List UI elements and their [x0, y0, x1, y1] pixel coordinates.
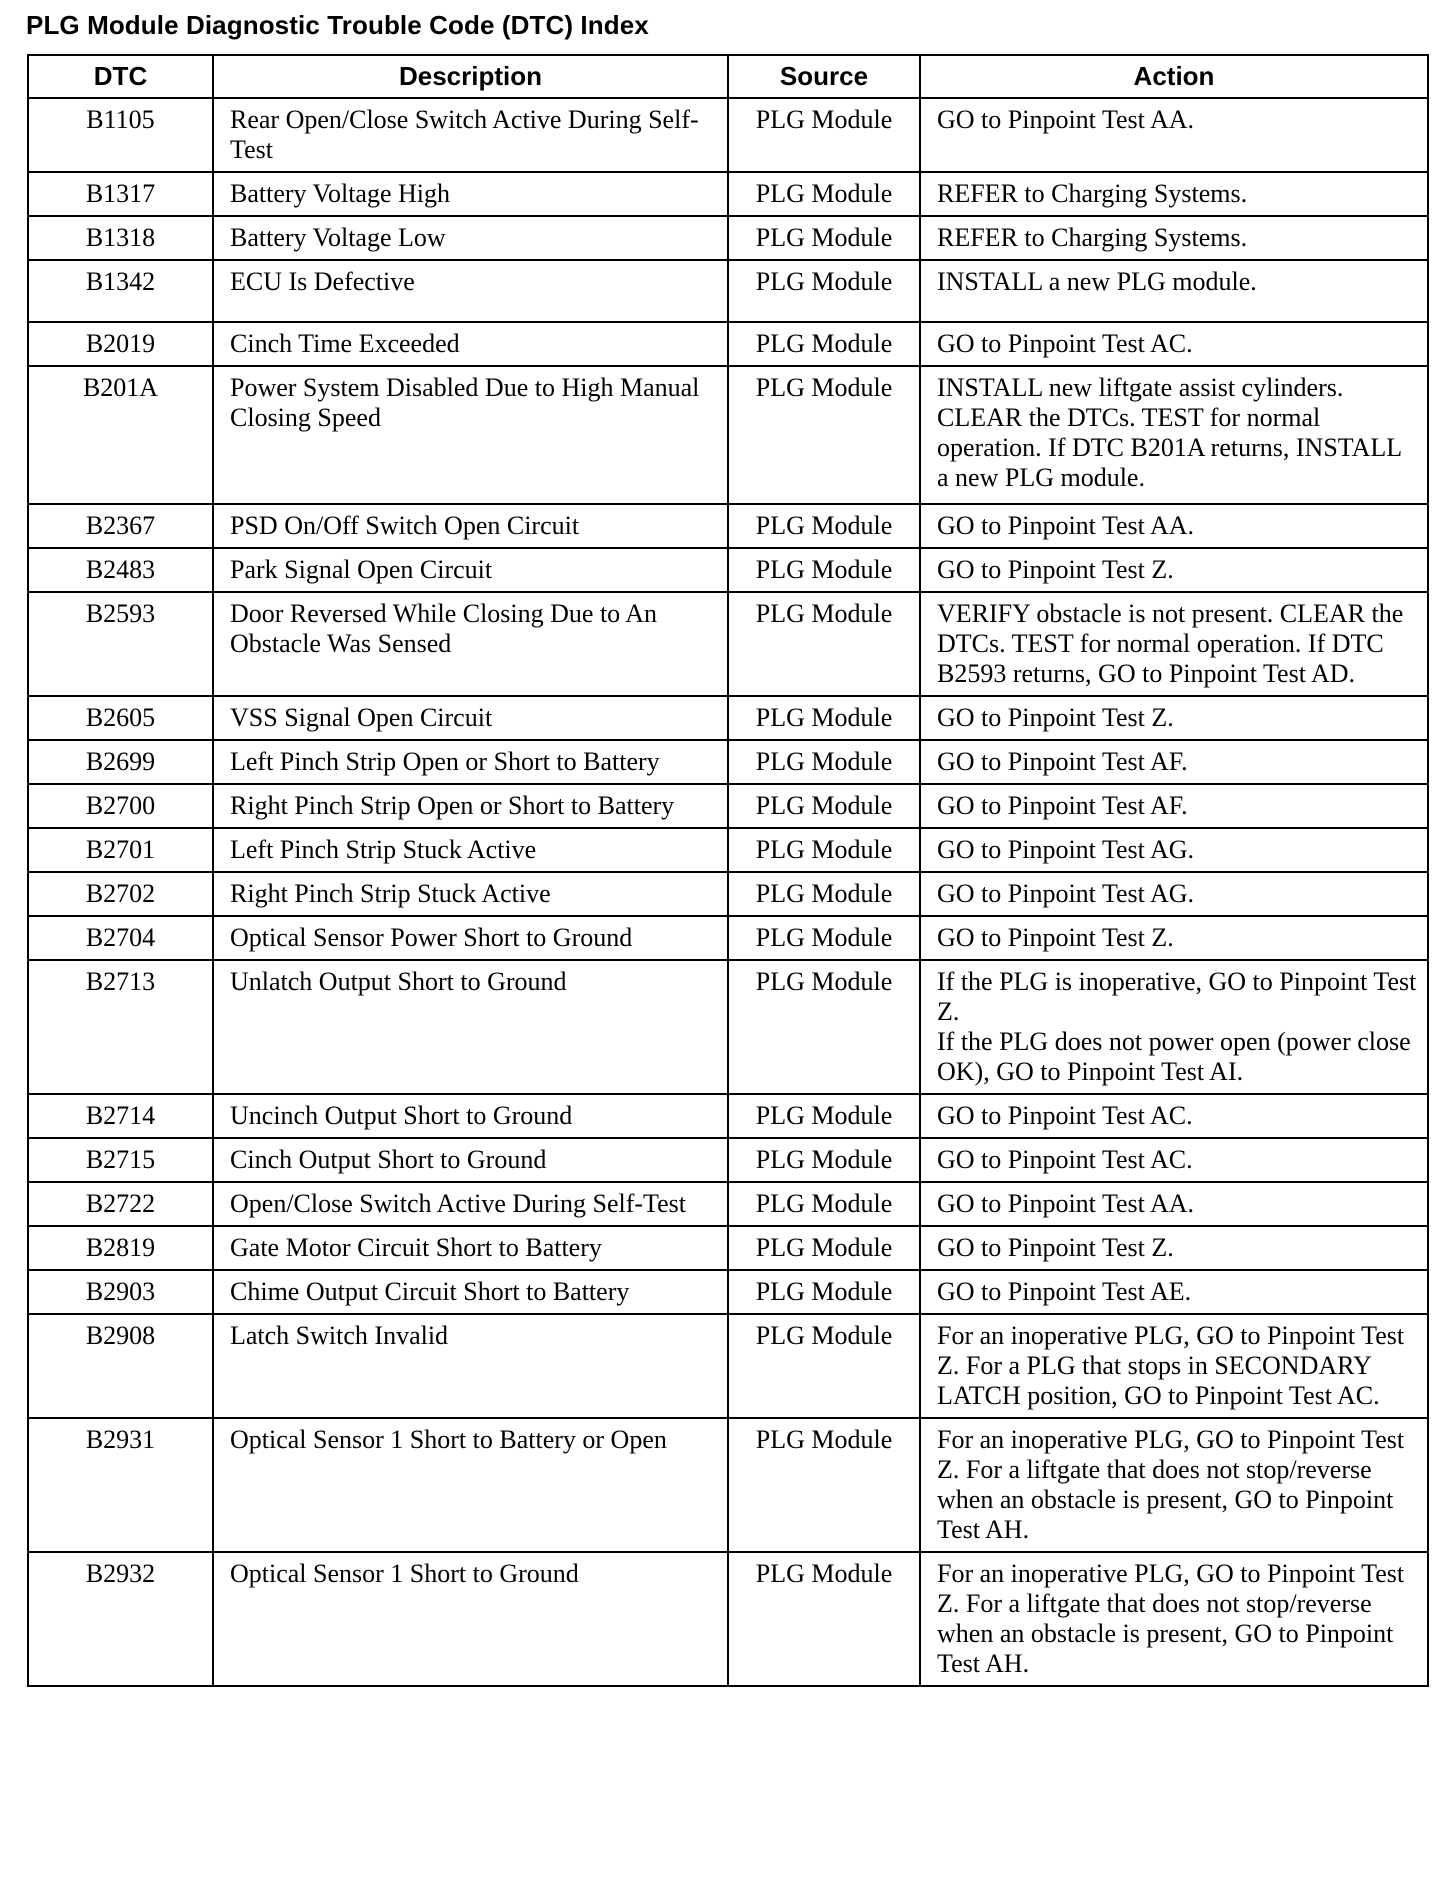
table-row: [28, 98, 1428, 172]
table-row: [28, 1094, 1428, 1138]
table-row: [28, 696, 1428, 740]
dtc-code: B1317: [28, 172, 213, 216]
dtc-description: PSD On/Off Switch Open Circuit: [213, 504, 728, 548]
table-row: [28, 548, 1428, 592]
dtc-source: PLG Module: [728, 322, 920, 366]
dtc-action: GO to Pinpoint Test AG.: [920, 872, 1428, 916]
dtc-action: For an inoperative PLG, GO to Pinpoint Test Z. For a liftgate that does not stop/reverse when an obstacle is present, GO to Pinpoint Test AH.: [920, 1552, 1428, 1686]
dtc-description: Optical Sensor Power Short to Ground: [213, 916, 728, 960]
dtc-description: VSS Signal Open Circuit: [213, 696, 728, 740]
dtc-code: B2714: [28, 1094, 213, 1138]
dtc-code: B2019: [28, 322, 213, 366]
dtc-action: GO to Pinpoint Test AC.: [920, 1094, 1428, 1138]
dtc-code: B2699: [28, 740, 213, 784]
dtc-description: Left Pinch Strip Stuck Active: [213, 828, 728, 872]
dtc-description: Park Signal Open Circuit: [213, 548, 728, 592]
table-row: [28, 740, 1428, 784]
dtc-action: If the PLG is inoperative, GO to Pinpoint Test Z. If the PLG does not power open (power close OK), GO to Pinpoint Test AI.: [920, 960, 1428, 1094]
dtc-source: PLG Module: [728, 1138, 920, 1182]
dtc-description: Cinch Output Short to Ground: [213, 1138, 728, 1182]
dtc-action: VERIFY obstacle is not present. CLEAR the DTCs. TEST for normal operation. If DTC B2593 returns, GO to Pinpoint Test AD.: [920, 592, 1428, 696]
dtc-description: Latch Switch Invalid: [213, 1314, 728, 1418]
dtc-code: B2722: [28, 1182, 213, 1226]
dtc-code: B2700: [28, 784, 213, 828]
dtc-action: GO to Pinpoint Test Z.: [920, 696, 1428, 740]
table-row: [28, 960, 1428, 1094]
dtc-source: PLG Module: [728, 1552, 920, 1686]
table-row: [28, 784, 1428, 828]
column-header-source: Source: [728, 55, 920, 98]
dtc-code: B2903: [28, 1270, 213, 1314]
table-row: [28, 872, 1428, 916]
dtc-description: Gate Motor Circuit Short to Battery: [213, 1226, 728, 1270]
dtc-code: B2367: [28, 504, 213, 548]
table-row: [28, 1314, 1428, 1418]
dtc-index-table: [27, 54, 1429, 1687]
table-row: [28, 592, 1428, 696]
dtc-source: PLG Module: [728, 784, 920, 828]
column-header-action: Action: [920, 55, 1428, 98]
table-row: [28, 1418, 1428, 1552]
table-row: [28, 1182, 1428, 1226]
dtc-action: GO to Pinpoint Test AF.: [920, 784, 1428, 828]
column-header-description: Description: [213, 55, 728, 98]
dtc-action: GO to Pinpoint Test Z.: [920, 1226, 1428, 1270]
table-row: [28, 322, 1428, 366]
dtc-description: Battery Voltage High: [213, 172, 728, 216]
column-header-dtc: DTC: [28, 55, 213, 98]
dtc-source: PLG Module: [728, 1094, 920, 1138]
dtc-description: Open/Close Switch Active During Self-Test: [213, 1182, 728, 1226]
dtc-action: GO to Pinpoint Test AE.: [920, 1270, 1428, 1314]
dtc-source: PLG Module: [728, 1314, 920, 1418]
table-row: [28, 366, 1428, 504]
dtc-code: B201A: [28, 366, 213, 504]
dtc-code: B2908: [28, 1314, 213, 1418]
dtc-description: Right Pinch Strip Open or Short to Battery: [213, 784, 728, 828]
dtc-source: PLG Module: [728, 1270, 920, 1314]
dtc-source: PLG Module: [728, 366, 920, 504]
dtc-source: PLG Module: [728, 828, 920, 872]
dtc-source: PLG Module: [728, 872, 920, 916]
table-row: [28, 1226, 1428, 1270]
dtc-source: PLG Module: [728, 592, 920, 696]
table-body: [28, 98, 1428, 1686]
dtc-action: REFER to Charging Systems.: [920, 216, 1428, 260]
dtc-code: B2704: [28, 916, 213, 960]
table-row: [28, 1270, 1428, 1314]
dtc-action: GO to Pinpoint Test AC.: [920, 1138, 1428, 1182]
dtc-source: PLG Module: [728, 1182, 920, 1226]
dtc-code: B2701: [28, 828, 213, 872]
dtc-source: PLG Module: [728, 916, 920, 960]
dtc-action: GO to Pinpoint Test Z.: [920, 916, 1428, 960]
dtc-description: Chime Output Circuit Short to Battery: [213, 1270, 728, 1314]
dtc-source: PLG Module: [728, 1418, 920, 1552]
dtc-description: Door Reversed While Closing Due to An Obstacle Was Sensed: [213, 592, 728, 696]
dtc-action: GO to Pinpoint Test AA.: [920, 1182, 1428, 1226]
dtc-source: PLG Module: [728, 216, 920, 260]
dtc-action: GO to Pinpoint Test AG.: [920, 828, 1428, 872]
dtc-source: PLG Module: [728, 504, 920, 548]
dtc-action: REFER to Charging Systems.: [920, 172, 1428, 216]
table-row: [28, 504, 1428, 548]
dtc-action: For an inoperative PLG, GO to Pinpoint Test Z. For a PLG that stops in SECONDARY LATCH position, GO to Pinpoint Test AC.: [920, 1314, 1428, 1418]
dtc-code: B1105: [28, 98, 213, 172]
dtc-description: Optical Sensor 1 Short to Battery or Open: [213, 1418, 728, 1552]
table-row: [28, 260, 1428, 322]
dtc-description: Battery Voltage Low: [213, 216, 728, 260]
dtc-code: B2593: [28, 592, 213, 696]
dtc-description: Optical Sensor 1 Short to Ground: [213, 1552, 728, 1686]
dtc-code: B1342: [28, 260, 213, 322]
table-row: [28, 828, 1428, 872]
dtc-source: PLG Module: [728, 260, 920, 322]
dtc-description: ECU Is Defective: [213, 260, 728, 322]
page-title: PLG Module Diagnostic Trouble Code (DTC) Index: [26, 10, 649, 40]
dtc-source: PLG Module: [728, 98, 920, 172]
dtc-code: B2483: [28, 548, 213, 592]
dtc-source: PLG Module: [728, 548, 920, 592]
dtc-action: INSTALL new liftgate assist cylinders. CLEAR the DTCs. TEST for normal operation. If DTC B201A returns, INSTALL a new PLG module.: [920, 366, 1428, 504]
dtc-action: GO to Pinpoint Test AF.: [920, 740, 1428, 784]
dtc-code: B2702: [28, 872, 213, 916]
dtc-source: PLG Module: [728, 172, 920, 216]
dtc-code: B1318: [28, 216, 213, 260]
dtc-description: Right Pinch Strip Stuck Active: [213, 872, 728, 916]
dtc-description: Uncinch Output Short to Ground: [213, 1094, 728, 1138]
dtc-action: GO to Pinpoint Test Z.: [920, 548, 1428, 592]
dtc-action: GO to Pinpoint Test AC.: [920, 322, 1428, 366]
table-row: [28, 1138, 1428, 1182]
dtc-source: PLG Module: [728, 696, 920, 740]
dtc-description: Cinch Time Exceeded: [213, 322, 728, 366]
table-row: [28, 1552, 1428, 1686]
dtc-description: Power System Disabled Due to High Manual Closing Speed: [213, 366, 728, 504]
dtc-code: B2932: [28, 1552, 213, 1686]
dtc-code: B2931: [28, 1418, 213, 1552]
table-header-row: [28, 55, 1428, 98]
table-row: [28, 216, 1428, 260]
dtc-source: PLG Module: [728, 1226, 920, 1270]
dtc-source: PLG Module: [728, 960, 920, 1094]
dtc-description: Rear Open/Close Switch Active During Self-Test: [213, 98, 728, 172]
dtc-description: Unlatch Output Short to Ground: [213, 960, 728, 1094]
dtc-action: GO to Pinpoint Test AA.: [920, 504, 1428, 548]
dtc-code: B2605: [28, 696, 213, 740]
dtc-description: Left Pinch Strip Open or Short to Battery: [213, 740, 728, 784]
dtc-code: B2819: [28, 1226, 213, 1270]
dtc-action: GO to Pinpoint Test AA.: [920, 98, 1428, 172]
dtc-source: PLG Module: [728, 740, 920, 784]
dtc-action: INSTALL a new PLG module.: [920, 260, 1428, 322]
table-row: [28, 916, 1428, 960]
dtc-code: B2713: [28, 960, 213, 1094]
table-row: [28, 172, 1428, 216]
dtc-code: B2715: [28, 1138, 213, 1182]
dtc-action: For an inoperative PLG, GO to Pinpoint Test Z. For a liftgate that does not stop/reverse when an obstacle is present, GO to Pinpoint Test AH.: [920, 1418, 1428, 1552]
